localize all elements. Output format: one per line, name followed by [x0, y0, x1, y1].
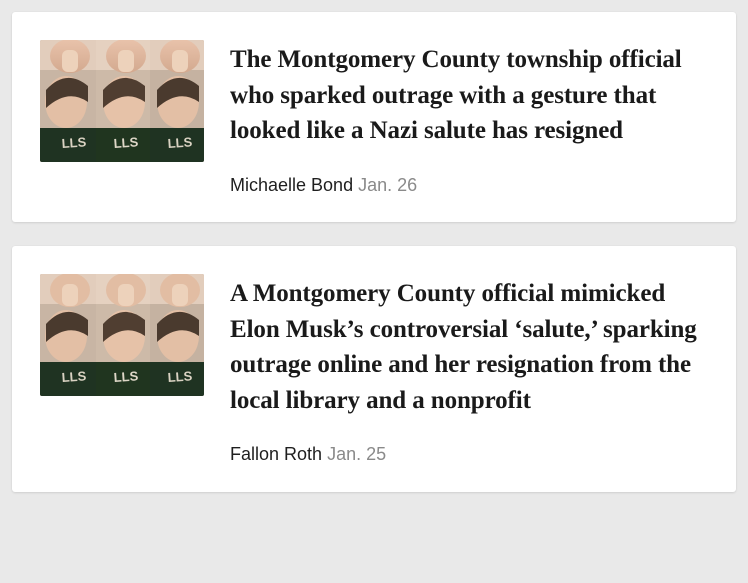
story-author[interactable]: Michaelle Bond: [230, 174, 354, 195]
story-date: Jan. 25: [327, 444, 387, 465]
story-headline[interactable]: A Montgomery County official mimicked Elon Musk’s controversial ‘salute,’ sparking outrage online and her resignation from the local library and a nonprofit: [230, 280, 697, 414]
story-byline: [230, 175, 708, 197]
story-body: [230, 40, 708, 196]
story-thumbnail-image[interactable]: [40, 274, 204, 396]
svg-text:LLS: LLS: [61, 368, 87, 386]
story-card[interactable]: [12, 246, 736, 492]
svg-text:LLS: LLS: [113, 134, 139, 151]
story-author[interactable]: Fallon Roth: [230, 444, 323, 465]
story-thumbnail-image[interactable]: [40, 40, 204, 162]
svg-text:LLS: LLS: [167, 368, 193, 386]
svg-text:LLS: LLS: [113, 368, 139, 386]
story-byline: [230, 444, 708, 466]
svg-text:LLS: LLS: [167, 134, 193, 151]
svg-text:LLS: LLS: [61, 134, 87, 151]
story-card[interactable]: [12, 12, 736, 222]
story-body: [230, 274, 708, 466]
story-date: Jan. 26: [358, 174, 418, 195]
story-headline[interactable]: The Montgomery County township official who sparked outrage with a gesture that looked like a Nazi salute has resigned: [230, 46, 682, 144]
